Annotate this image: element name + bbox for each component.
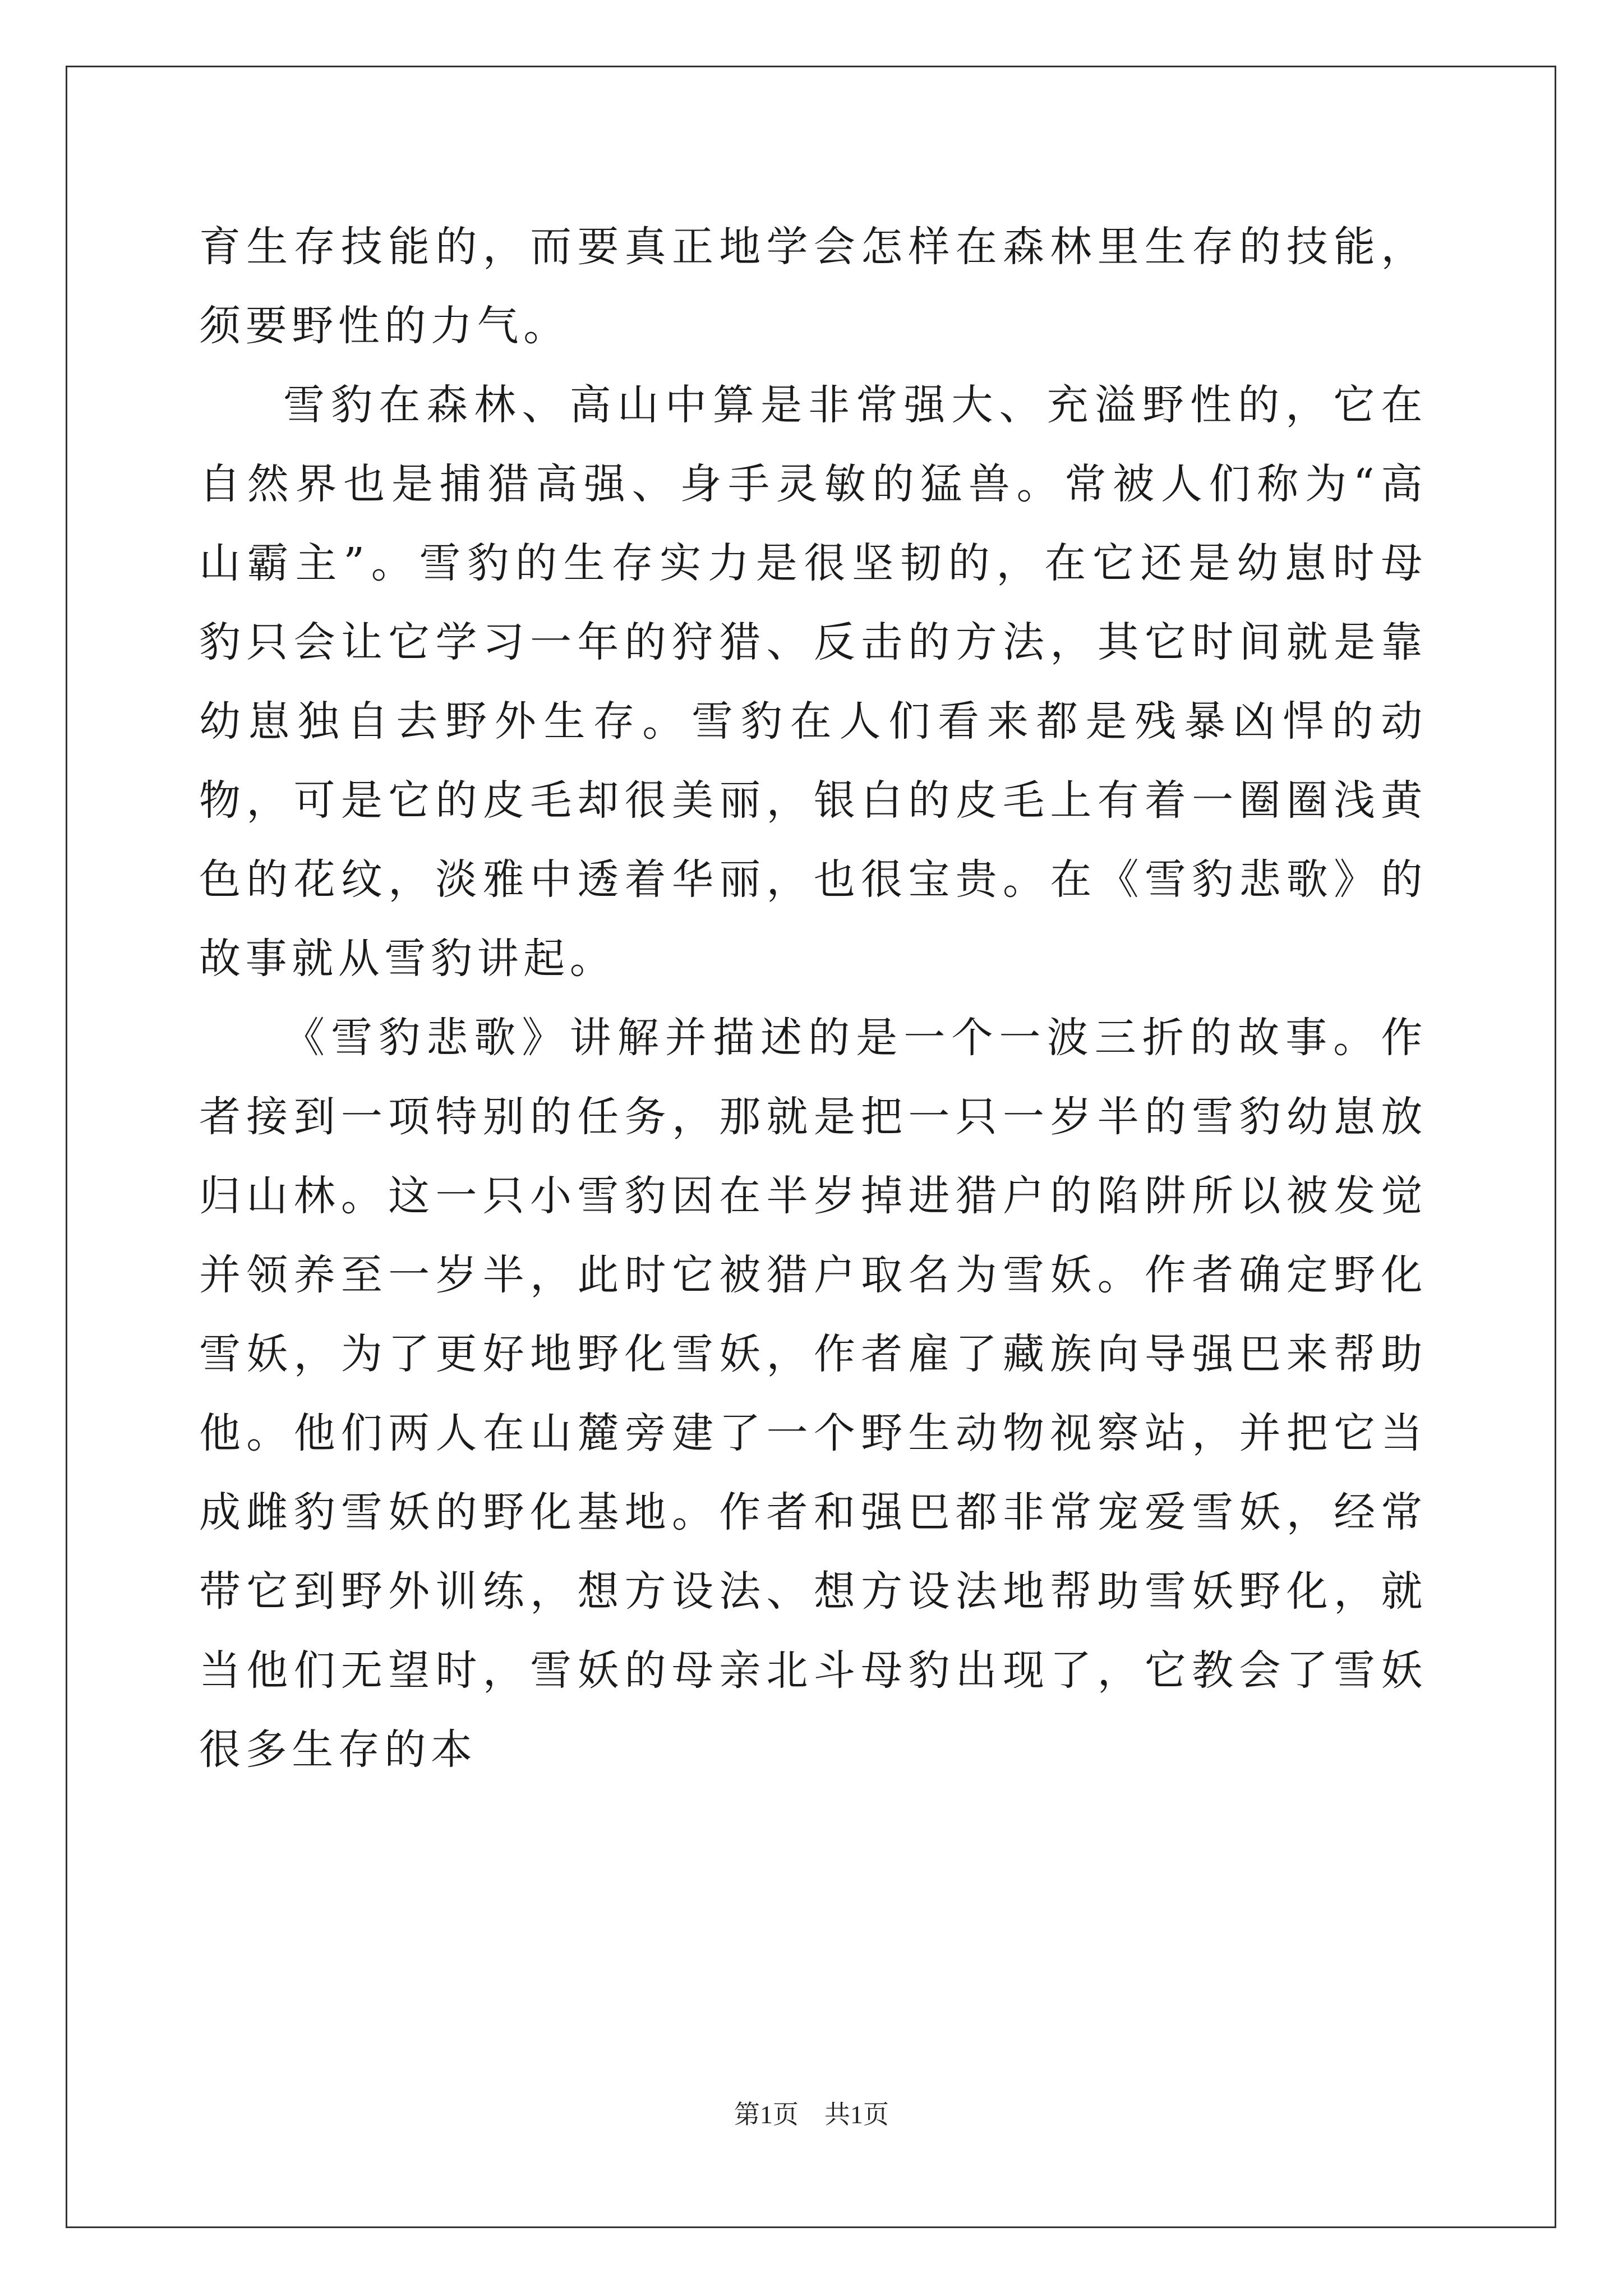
paragraph-1: 育生存技能的，而要真正地学会怎样在森林里生存的技能，须要野性的力气。: [199, 223, 1427, 350]
paragraph-3: 《雪豹悲歌》讲解并描述的是一个一波三折的故事。作者接到一项特别的任务，那就是把一只一岁半的雪豹幼崽放归山林。这一只小雪豹因在半岁掉进猎户的陷阱所以被发觉并领养至一岁半，此时它被猎户取名为雪妖。作者确定野化雪妖，为了更好地野化雪妖，作者雇了藏族向导强巴来帮助他。他们两人在山麓旁建了一个野生动物视察站，并把它当成雌豹雪妖的野化基地。作者和强巴都非常宠爱雪妖，经常带它到野外训练，想方设法、想方设法地帮助雪妖野化，就当他们无望时，雪妖的母亲北斗母豹出现了，它教会了雪妖很多生存的本: [199, 1014, 1427, 1774]
document-body: [199, 208, 1427, 1789]
paragraph-2: 雪豹在森林、高山中算是非常强大、充溢野性的，它在自然界也是捕猎高强、身手灵敏的猛兽。常被人们称为“高山霸主”。雪豹的生存实力是很坚韧的，在它还是幼崽时母豹只会让它学习一年的狩猎、反击的方法，其它时间就是靠幼崽独自去野外生存。雪豹在人们看来都是残暴凶悍的动物，可是它的皮毛却很美丽，银白的皮毛上有着一圈圈浅黄色的花纹，淡雅中透着华丽，也很宝贵。在《雪豹悲歌》的故事就从雪豹讲起。: [199, 381, 1427, 983]
page-footer: 第1页 共1页: [734, 2100, 889, 2129]
